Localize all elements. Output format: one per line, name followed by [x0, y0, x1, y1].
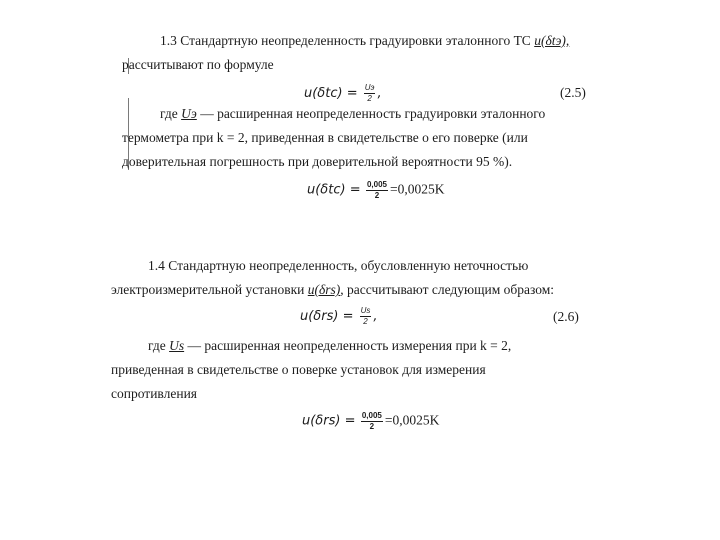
section-1-4-line1: 1.4 Стандартную неопределенность, обусловленную неточностью [148, 258, 529, 273]
where-line1: где Us — расширенная неопределенность измерения при k = 2, [148, 338, 512, 353]
where-line2: приведенная в свидетельстве о поверке установок для измерения [111, 362, 486, 377]
fraction: $\frac{0,005}{2}$ [366, 180, 388, 200]
result-formula-1: u(δtc) = $\frac{0,005}{2}$ =0,0025K [307, 180, 445, 200]
fraction: $\frac{Uэ}{2}$ [364, 83, 375, 103]
result-formula-2: u(δrs) = $\frac{0,005}{2}$ =0,0025K [302, 411, 440, 431]
fraction: $\frac{Us}{2}$ [360, 306, 371, 326]
where-line2: термометра при k = 2, приведенная в свидетельстве о его поверке (или [122, 130, 528, 145]
formula-2-5: u(δtc) = $\frac{Uэ}{2}$ , [304, 83, 382, 103]
fraction: $\frac{0,005}{2}$ [361, 411, 382, 431]
section-1-3-line1: 1.3 Стандартную неопределенность градуировки эталонного ТС u(δtэ), [160, 33, 570, 48]
section-1-3-line2: рассчитывают по формуле [122, 57, 274, 72]
equation-number: (2.5) [560, 85, 586, 100]
where-line3: доверительная погрешность при доверительной вероятности 95 %). [122, 154, 513, 169]
formula-2-6: u(δrs) = $\frac{Us}{2}$ , [300, 306, 378, 326]
where-line1: где Uэ — расширенная неопределенность градуировки эталонного [160, 106, 546, 121]
where-line3: сопротивления [111, 386, 197, 401]
section-1-4-line2: электроизмерительной установки u(δrs), рассчитывают следующим образом: [111, 282, 555, 297]
equation-number: (2.6) [553, 309, 579, 324]
